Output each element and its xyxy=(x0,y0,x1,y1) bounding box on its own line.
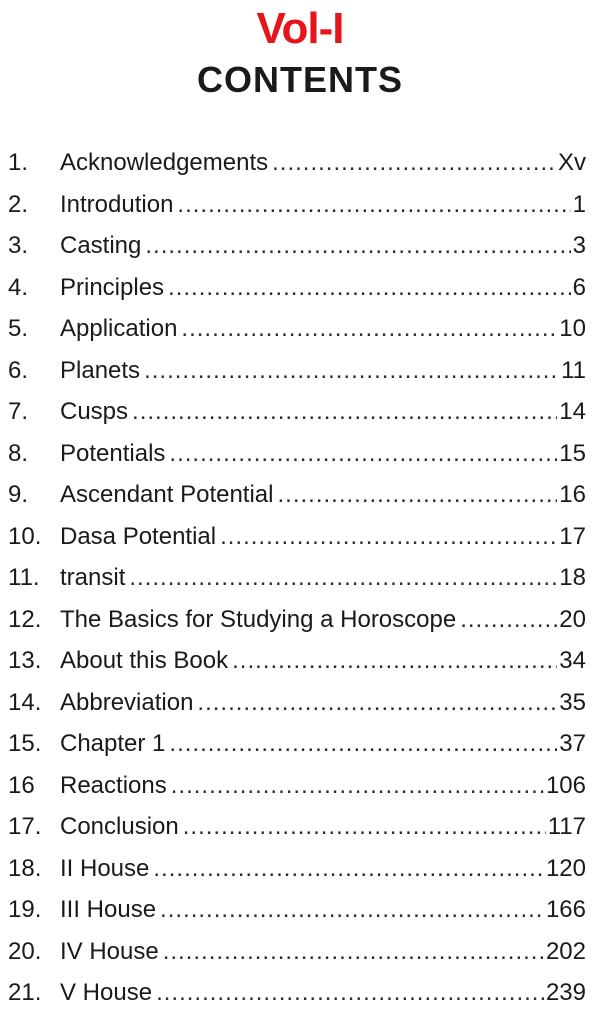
toc-dot-leader xyxy=(169,433,557,475)
toc-entry-page: 117 xyxy=(547,813,586,840)
toc-entry-page: 166 xyxy=(545,896,586,923)
toc-entry xyxy=(8,433,586,475)
toc-dot-leader xyxy=(177,184,570,226)
toc-entry-page: 18 xyxy=(559,564,586,591)
toc-entry xyxy=(8,350,586,392)
toc-entry-title: Conclusion xyxy=(60,813,179,840)
toc-entry-title: II House xyxy=(60,854,150,882)
toc-entry-page: 106 xyxy=(545,771,586,799)
toc-entry-page: 1 xyxy=(572,190,586,218)
toc-entry-page: 17 xyxy=(559,522,586,550)
toc-entry-number: 5. xyxy=(8,315,29,342)
toc-entry-title: Application xyxy=(60,315,178,342)
contents-heading: CONTENTS xyxy=(197,59,403,100)
toc-entry-number: 9. xyxy=(8,481,29,508)
toc-entry-number: 4. xyxy=(8,273,29,301)
toc-dot-leader xyxy=(183,806,546,848)
toc-dot-leader xyxy=(220,516,557,558)
toc-entry-page: 6 xyxy=(572,273,586,301)
toc-dot-leader xyxy=(197,682,557,724)
toc-entry-page: 20 xyxy=(559,605,586,633)
toc-entry xyxy=(8,474,586,516)
toc-dot-leader xyxy=(181,308,557,350)
toc-dot-leader xyxy=(272,142,556,184)
toc-entry-title: The Basics for Studying a Horoscope xyxy=(60,605,457,633)
toc-dot-leader xyxy=(232,640,557,682)
toc-entry-number: 6. xyxy=(8,356,29,384)
toc-entry-title: Abbreviation xyxy=(60,688,194,716)
toc-entry-title: Ascendant Potential xyxy=(60,481,274,508)
toc-entry xyxy=(8,848,586,890)
toc-entry-number: 19. xyxy=(8,896,42,923)
toc-entry-page: 14 xyxy=(559,398,586,425)
toc-entry-number: 21. xyxy=(8,979,42,1006)
toc-entry-title: Planets xyxy=(60,356,141,384)
toc-entry-number: 10. xyxy=(8,522,42,550)
toc-entry-title: About this Book xyxy=(60,647,229,674)
toc-entry-title: Casting xyxy=(60,232,142,259)
toc-entry-number: 12. xyxy=(8,605,42,633)
toc-entry-number: 17. xyxy=(8,813,42,840)
toc-entry-title: Chapter 1 xyxy=(60,730,166,757)
toc-entry xyxy=(8,391,586,433)
toc-entry-page: 202 xyxy=(545,937,586,965)
toc-entry-title: transit xyxy=(60,564,126,591)
toc-dot-leader xyxy=(145,225,570,267)
toc-entry-number: 14. xyxy=(8,688,42,716)
toc-entry-number: 1. xyxy=(8,149,29,176)
toc-entry-number: 11. xyxy=(8,564,40,591)
toc-entry xyxy=(8,972,586,1014)
toc-entry-title: Introdution xyxy=(60,190,174,218)
toc-dot-leader xyxy=(163,931,544,973)
toc-dot-leader xyxy=(156,972,544,1014)
toc-entry xyxy=(8,557,586,599)
toc-dot-leader xyxy=(129,557,557,599)
toc-entry-number: 16 xyxy=(8,771,35,799)
table-of-contents xyxy=(8,142,586,1014)
toc-entry xyxy=(8,516,586,558)
toc-entry-page: 34 xyxy=(559,647,586,674)
toc-entry xyxy=(8,267,586,309)
toc-entry-page: 11 xyxy=(561,356,586,384)
toc-entry-page: 239 xyxy=(545,979,586,1006)
toc-entry-number: 15. xyxy=(8,730,42,757)
volume-title: Vol-I xyxy=(256,4,344,53)
toc-entry-title: Potentials xyxy=(60,439,166,467)
toc-entry-number: 7. xyxy=(8,398,29,425)
toc-entry-title: Acknowledgements xyxy=(60,149,269,176)
toc-dot-leader xyxy=(132,391,557,433)
toc-dot-leader xyxy=(171,765,544,807)
toc-entry-page: 35 xyxy=(559,688,586,716)
toc-entry-page: 16 xyxy=(559,481,586,508)
toc-entry-number: 20. xyxy=(8,937,42,965)
toc-dot-leader xyxy=(460,599,557,641)
toc-entry-number: 2. xyxy=(8,190,29,218)
toc-dot-leader xyxy=(168,267,571,309)
toc-entry-page: Xv xyxy=(557,149,586,176)
toc-entry-page: 15 xyxy=(559,439,586,467)
toc-entry-number: 3. xyxy=(8,232,29,259)
toc-dot-leader xyxy=(144,350,559,392)
toc-entry-number: 13. xyxy=(8,647,42,674)
toc-entry-title: III House xyxy=(60,896,157,923)
toc-entry-title: Principles xyxy=(60,273,165,301)
toc-entry xyxy=(8,765,586,807)
toc-entry-title: Dasa Potential xyxy=(60,522,217,550)
toc-entry xyxy=(8,889,586,931)
toc-entry xyxy=(8,931,586,973)
toc-entry xyxy=(8,142,586,184)
toc-dot-leader xyxy=(160,889,544,931)
toc-entry xyxy=(8,682,586,724)
toc-dot-leader xyxy=(169,723,557,765)
toc-entry xyxy=(8,640,586,682)
toc-entry-page: 120 xyxy=(545,854,586,882)
toc-dot-leader xyxy=(153,848,544,890)
toc-entry xyxy=(8,184,586,226)
toc-entry xyxy=(8,225,586,267)
toc-entry-page: 37 xyxy=(559,730,586,757)
toc-entry xyxy=(8,806,586,848)
toc-entry-number: 8. xyxy=(8,439,29,467)
toc-entry xyxy=(8,599,586,641)
toc-entry-number: 18. xyxy=(8,854,42,882)
toc-entry xyxy=(8,723,586,765)
toc-entry-title: Cusps xyxy=(60,398,129,425)
toc-dot-leader xyxy=(277,474,557,516)
toc-entry-title: V House xyxy=(60,979,153,1006)
toc-entry-page: 3 xyxy=(572,232,586,259)
toc-entry-title: IV House xyxy=(60,937,159,965)
toc-entry xyxy=(8,308,586,350)
toc-entry-title: Reactions xyxy=(60,771,167,799)
toc-entry-page: 10 xyxy=(559,315,586,342)
